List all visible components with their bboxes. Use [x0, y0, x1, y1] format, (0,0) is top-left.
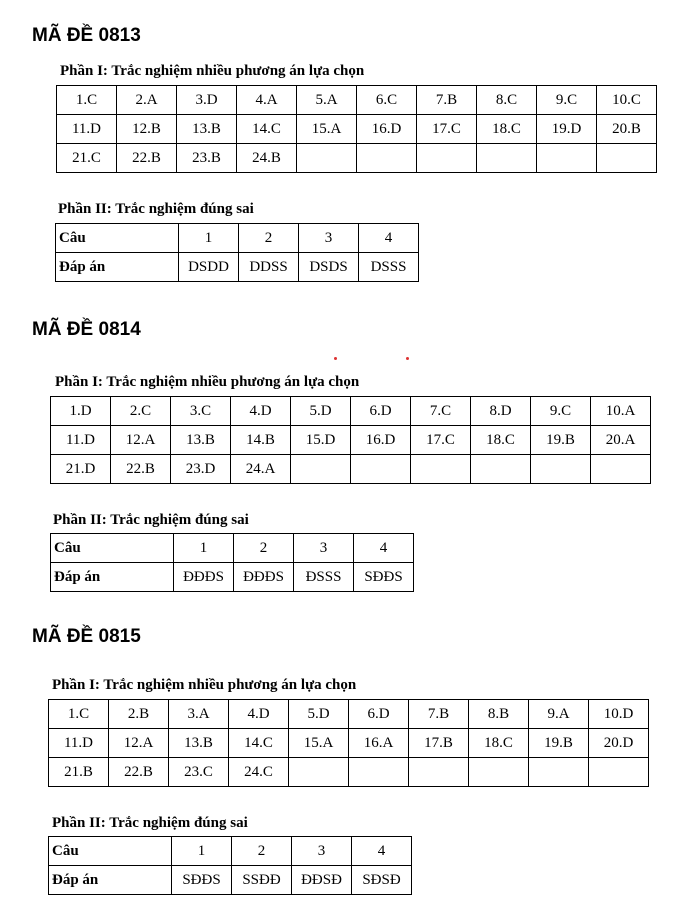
true-false-answer-cell: SĐĐS — [172, 866, 232, 895]
answer-cell: 6.D — [349, 700, 409, 729]
part2-title: Phần II: Trắc nghiệm đúng sai — [58, 201, 254, 217]
question-number-cell: 2 — [239, 224, 299, 253]
true-false-answer-table — [55, 223, 419, 282]
answer-cell: 13.B — [177, 115, 237, 144]
answer-cell: 3.C — [171, 397, 231, 426]
answer-cell — [409, 758, 469, 787]
true-false-answer-cell: SĐĐS — [354, 563, 414, 592]
true-false-answer-cell: DSDS — [299, 253, 359, 282]
question-number-cell: 4 — [354, 534, 414, 563]
answer-cell: 5.D — [291, 397, 351, 426]
answer-cell: 16.A — [349, 729, 409, 758]
answer-cell: 18.C — [477, 115, 537, 144]
answer-cell: 4.D — [231, 397, 291, 426]
answer-cell: 11.D — [49, 729, 109, 758]
answer-cell: 22.B — [117, 144, 177, 173]
answer-cell: 5.D — [289, 700, 349, 729]
answer-cell — [469, 758, 529, 787]
answer-cell: 2.B — [109, 700, 169, 729]
answer-cell — [529, 758, 589, 787]
answer-row — [57, 86, 657, 115]
answer-cell: 3.D — [177, 86, 237, 115]
answer-row — [51, 455, 651, 484]
answer-cell: 23.B — [177, 144, 237, 173]
stray-mark — [406, 357, 409, 360]
answer-cell: 8.B — [469, 700, 529, 729]
question-number-cell: 3 — [294, 534, 354, 563]
answer-cell: 1.C — [49, 700, 109, 729]
answer-cell: 15.A — [297, 115, 357, 144]
answer-cell: 2.C — [111, 397, 171, 426]
answer-cell — [589, 758, 649, 787]
answer-cell — [351, 455, 411, 484]
true-false-answer-cell: SSĐĐ — [232, 866, 292, 895]
answer-key-row — [51, 563, 414, 592]
true-false-answer-cell: ĐSSS — [294, 563, 354, 592]
answer-cell: 7.B — [409, 700, 469, 729]
question-number-cell: 1 — [179, 224, 239, 253]
answer-label: Đáp án — [51, 563, 174, 592]
question-row — [56, 224, 419, 253]
question-label: Câu — [51, 534, 174, 563]
answer-cell: 14.C — [237, 115, 297, 144]
answer-row — [49, 758, 649, 787]
answer-cell — [349, 758, 409, 787]
question-number-cell: 2 — [232, 837, 292, 866]
answer-cell: 14.C — [229, 729, 289, 758]
answer-cell: 16.D — [357, 115, 417, 144]
true-false-answer-cell: ĐĐĐS — [234, 563, 294, 592]
answer-cell: 17.B — [409, 729, 469, 758]
part1-title: Phần I: Trắc nghiệm nhiều phương án lựa chọn — [55, 374, 360, 390]
answer-cell: 13.B — [169, 729, 229, 758]
true-false-answer-table — [50, 533, 414, 592]
multiple-choice-answer-table — [56, 85, 657, 173]
answer-cell: 19.D — [537, 115, 597, 144]
true-false-answer-cell: SĐSĐ — [352, 866, 412, 895]
multiple-choice-answer-table — [48, 699, 649, 787]
answer-row — [51, 397, 651, 426]
answer-cell: 8.C — [477, 86, 537, 115]
answer-cell: 21.D — [51, 455, 111, 484]
answer-cell: 19.B — [531, 426, 591, 455]
answer-cell — [531, 455, 591, 484]
question-number-cell: 3 — [299, 224, 359, 253]
true-false-answer-cell: ĐĐĐS — [174, 563, 234, 592]
answer-cell: 1.D — [51, 397, 111, 426]
answer-cell: 12.A — [109, 729, 169, 758]
answer-cell: 18.C — [471, 426, 531, 455]
true-false-answer-cell: DSDD — [179, 253, 239, 282]
answer-cell: 10.C — [597, 86, 657, 115]
answer-row — [57, 144, 657, 173]
question-number-cell: 3 — [292, 837, 352, 866]
answer-cell — [417, 144, 477, 173]
answer-cell: 10.A — [591, 397, 651, 426]
answer-cell: 12.B — [117, 115, 177, 144]
answer-row — [57, 115, 657, 144]
answer-cell: 7.C — [411, 397, 471, 426]
question-number-cell: 4 — [352, 837, 412, 866]
answer-cell: 7.B — [417, 86, 477, 115]
answer-cell: 24.A — [231, 455, 291, 484]
question-row — [51, 534, 414, 563]
answer-cell: 3.A — [169, 700, 229, 729]
answer-cell: 11.D — [51, 426, 111, 455]
question-label: Câu — [56, 224, 179, 253]
answer-row — [49, 700, 649, 729]
answer-row — [51, 426, 651, 455]
question-label: Câu — [49, 837, 172, 866]
answer-cell: 10.D — [589, 700, 649, 729]
answer-cell — [471, 455, 531, 484]
answer-cell: 8.D — [471, 397, 531, 426]
true-false-answer-cell: ĐĐSĐ — [292, 866, 352, 895]
exam-code-title: MÃ ĐỀ 0815 — [32, 626, 141, 647]
answer-cell: 6.C — [357, 86, 417, 115]
answer-cell: 22.B — [109, 758, 169, 787]
answer-cell — [411, 455, 471, 484]
answer-cell: 4.D — [229, 700, 289, 729]
answer-cell: 20.D — [589, 729, 649, 758]
answer-cell: 2.A — [117, 86, 177, 115]
answer-cell: 14.B — [231, 426, 291, 455]
answer-cell: 24.C — [229, 758, 289, 787]
answer-label: Đáp án — [49, 866, 172, 895]
answer-cell: 9.C — [531, 397, 591, 426]
answer-cell: 21.B — [49, 758, 109, 787]
answer-cell: 20.A — [591, 426, 651, 455]
answer-cell: 12.A — [111, 426, 171, 455]
answer-cell: 5.A — [297, 86, 357, 115]
true-false-answer-table — [48, 836, 412, 895]
multiple-choice-answer-table — [50, 396, 651, 484]
part2-title: Phần II: Trắc nghiệm đúng sai — [53, 512, 249, 528]
answer-cell: 18.C — [469, 729, 529, 758]
answer-cell: 20.B — [597, 115, 657, 144]
question-number-cell: 2 — [234, 534, 294, 563]
answer-cell: 9.C — [537, 86, 597, 115]
question-number-cell: 1 — [172, 837, 232, 866]
answer-cell — [537, 144, 597, 173]
exam-code-title: MÃ ĐỀ 0813 — [32, 25, 141, 46]
answer-cell — [591, 455, 651, 484]
answer-cell: 16.D — [351, 426, 411, 455]
answer-cell — [597, 144, 657, 173]
question-number-cell: 1 — [174, 534, 234, 563]
answer-cell: 22.B — [111, 455, 171, 484]
answer-key-row — [56, 253, 419, 282]
answer-cell: 6.D — [351, 397, 411, 426]
question-row — [49, 837, 412, 866]
answer-label: Đáp án — [56, 253, 179, 282]
answer-cell: 17.C — [417, 115, 477, 144]
answer-cell — [289, 758, 349, 787]
answer-cell: 23.C — [169, 758, 229, 787]
answer-cell — [297, 144, 357, 173]
answer-cell: 15.A — [289, 729, 349, 758]
answer-cell: 24.B — [237, 144, 297, 173]
answer-cell: 17.C — [411, 426, 471, 455]
true-false-answer-cell: DSSS — [359, 253, 419, 282]
answer-cell: 23.D — [171, 455, 231, 484]
answer-cell — [477, 144, 537, 173]
answer-cell — [291, 455, 351, 484]
answer-cell: 21.C — [57, 144, 117, 173]
exam-code-title: MÃ ĐỀ 0814 — [32, 319, 141, 340]
answer-cell: 11.D — [57, 115, 117, 144]
answer-cell: 9.A — [529, 700, 589, 729]
answer-row — [49, 729, 649, 758]
true-false-answer-cell: DDSS — [239, 253, 299, 282]
answer-cell — [357, 144, 417, 173]
answer-cell: 4.A — [237, 86, 297, 115]
question-number-cell: 4 — [359, 224, 419, 253]
part1-title: Phần I: Trắc nghiệm nhiều phương án lựa chọn — [52, 677, 357, 693]
answer-cell: 19.B — [529, 729, 589, 758]
answer-cell: 13.B — [171, 426, 231, 455]
answer-cell: 1.C — [57, 86, 117, 115]
part2-title: Phần II: Trắc nghiệm đúng sai — [52, 815, 248, 831]
answer-key-row — [49, 866, 412, 895]
part1-title: Phần I: Trắc nghiệm nhiều phương án lựa chọn — [60, 63, 365, 79]
stray-mark — [334, 357, 337, 360]
answer-cell: 15.D — [291, 426, 351, 455]
